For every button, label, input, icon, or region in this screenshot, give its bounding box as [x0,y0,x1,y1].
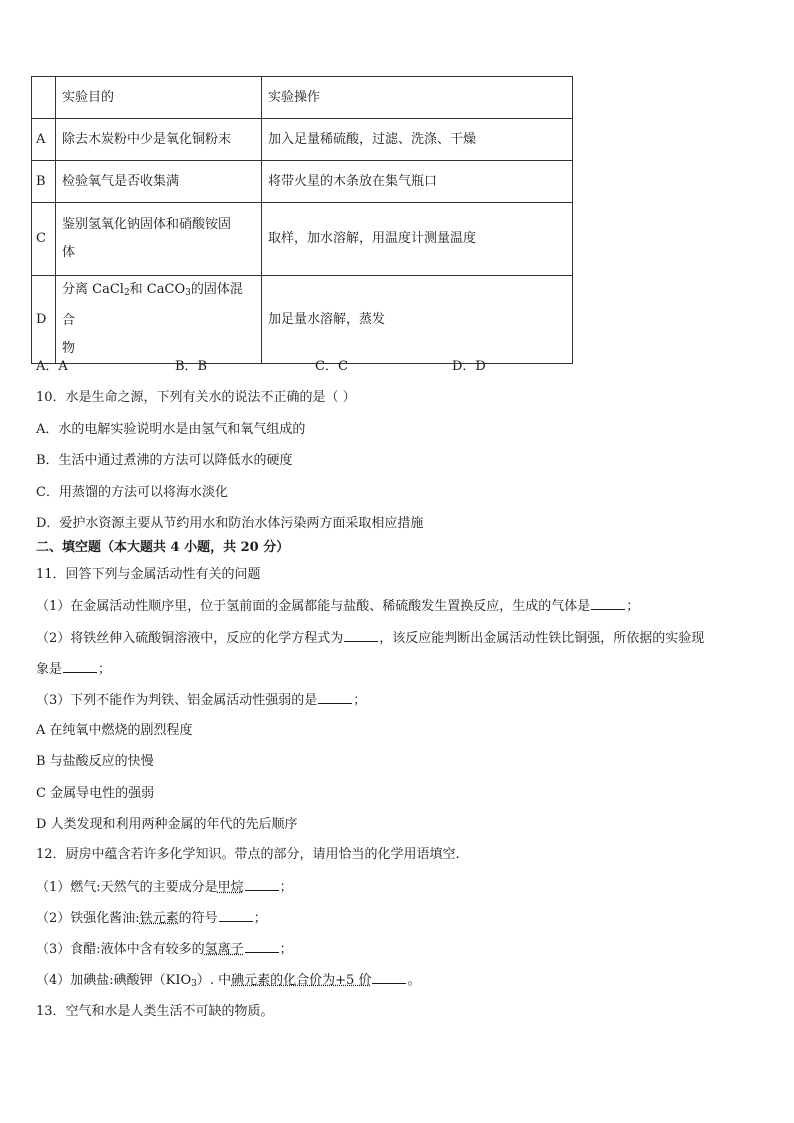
q12-stem: 12．厨房中蕴含若许多化学知识。带点的部分，请用恰当的化学用语填空. [36,847,460,862]
punct: ； [353,693,367,708]
dotted-term: 甲烷 [217,880,244,895]
table-row [32,119,573,161]
header-goal-cell: 实验目的 [56,77,262,119]
q12-text: 的符号 [178,911,218,926]
answer-blank[interactable] [318,691,352,704]
row-goal [56,203,262,276]
q10-option-d[interactable]: D．爱护水资源主要从节约用水和防治水体污染两方面采取相应措施 [36,516,424,531]
row-operation: 加入足量稀硫酸，过滤、洗涤、干燥 [262,119,573,161]
q11-option-b[interactable]: B 与盐酸反应的快慢 [36,754,154,769]
header-key-cell [32,77,56,119]
row-key: D [32,276,56,364]
row-goal-line: 鉴别氢氧化钠固体和硝酸铵固 [62,217,232,232]
q10-option-c[interactable]: C．用蒸馏的方法可以将海水淡化 [36,485,228,500]
answer-blank[interactable] [344,629,378,642]
row-goal: 除去木炭粉中少是氧化铜粉末 [56,119,262,161]
q11-option-d[interactable]: D 人类发现和利用两种金属的年代的先后顺序 [36,817,298,832]
q11-part3 [36,691,366,710]
table-header-row [32,77,573,119]
row-operation: 加足量水溶解，蒸发 [262,276,573,364]
answer-blank[interactable] [219,909,253,922]
table-row [32,203,573,276]
subscript: 3 [191,979,197,989]
punct: ； [98,662,112,677]
subscript: 2 [123,288,130,298]
formula-text: 分离 CaCl [62,282,124,297]
row-goal: 检验氧气是否收集满 [56,161,262,203]
formula-text: 和 CaCO [129,282,186,297]
q11-part2-text: 象是 [36,662,63,677]
section-heading: 二、填空题（本大题共 4 小题，共 20 分） [36,540,290,555]
q10-stem: 10．水是生命之源，下列有关水的说法不正确的是（ ） [36,390,356,405]
row-key: B [32,161,56,203]
dotted-term: 氢离子 [204,942,244,957]
q11-part2-text: （2）将铁丝伸入硫酸铜溶液中，反应的化学方程式为 [36,631,344,646]
punct: 。 [407,973,421,988]
q12-part2 [36,909,267,928]
q10-option-b[interactable]: B．生活中通过煮沸的方法可以降低水的硬度 [36,453,293,468]
q11-stem: 11．回答下列与金属活动性有关的问题 [36,567,261,582]
row-key: A [32,119,56,161]
punct: ； [279,880,293,895]
q11-part1-text: （1）在金属活动性顺序里，位于氢前面的金属都能与盐酸、稀硫酸发生置换反应，生成的气体是 [36,599,591,614]
experiment-table [31,76,573,364]
option-c[interactable]: C．C [315,359,348,374]
row-goal-line: 体 [62,245,76,260]
option-b[interactable]: B．B [175,359,208,374]
dotted-term: 碘元素的化合价为+5 价 [231,973,372,988]
q12-text: （1）燃气:天然气的主要成分是 [36,880,218,895]
option-a[interactable]: A．A [36,359,68,374]
q11-part3-text: （3）下列不能作为判铁、铝金属活动性强弱的是 [36,693,318,708]
answer-blank[interactable] [245,878,279,891]
q11-option-c[interactable]: C 金属导电性的强弱 [36,786,155,801]
row-operation: 取样，加水溶解，用温度计测量温度 [262,203,573,276]
q10-option-a[interactable]: A．水的电解实验说明水是由氢气和氧气组成的 [36,422,306,437]
q11-part2-text: ，该反应能判断出金属活动性铁比铜强，所依据的实验现 [379,631,705,646]
row-goal [56,276,262,364]
dotted-term: 铁元素 [139,911,179,926]
subscript: 3 [185,288,191,298]
punct: ； [279,942,293,957]
answer-blank[interactable] [63,660,97,673]
q11-part2-cont [36,660,111,679]
row-key: C [32,203,56,276]
formula-text: 的固体混合 [62,282,243,328]
table-row [32,161,573,203]
q12-text: （2）铁强化酱油: [36,911,140,926]
q13-stem: 13．空气和水是人类生活不可缺的物质。 [36,1004,274,1019]
q12-text: （3）食醋:液体中含有较多的 [36,942,205,957]
q11-part2 [36,629,704,648]
punct: ； [253,911,267,926]
header-operation-cell: 实验操作 [262,77,573,119]
answer-blank[interactable] [591,597,625,610]
option-d[interactable]: D．D [452,359,486,374]
answer-blank[interactable] [245,940,279,953]
q11-part1 [36,597,639,616]
row-goal-line [62,276,255,335]
punct: ； [626,599,640,614]
answer-blank[interactable] [372,971,406,984]
row-operation: 将带火星的木条放在集气瓶口 [262,161,573,203]
q12-text: ）. 中 [196,973,232,988]
q11-option-a[interactable]: A 在纯氧中燃烧的剧烈程度 [36,723,193,738]
table-row [32,276,573,364]
q12-part1 [36,878,293,897]
q12-text: （4）加碘盐:碘酸钾（KIO [36,973,192,988]
row-goal-line: 物 [62,341,76,356]
q12-part4 [36,971,420,993]
q12-part3 [36,940,293,959]
